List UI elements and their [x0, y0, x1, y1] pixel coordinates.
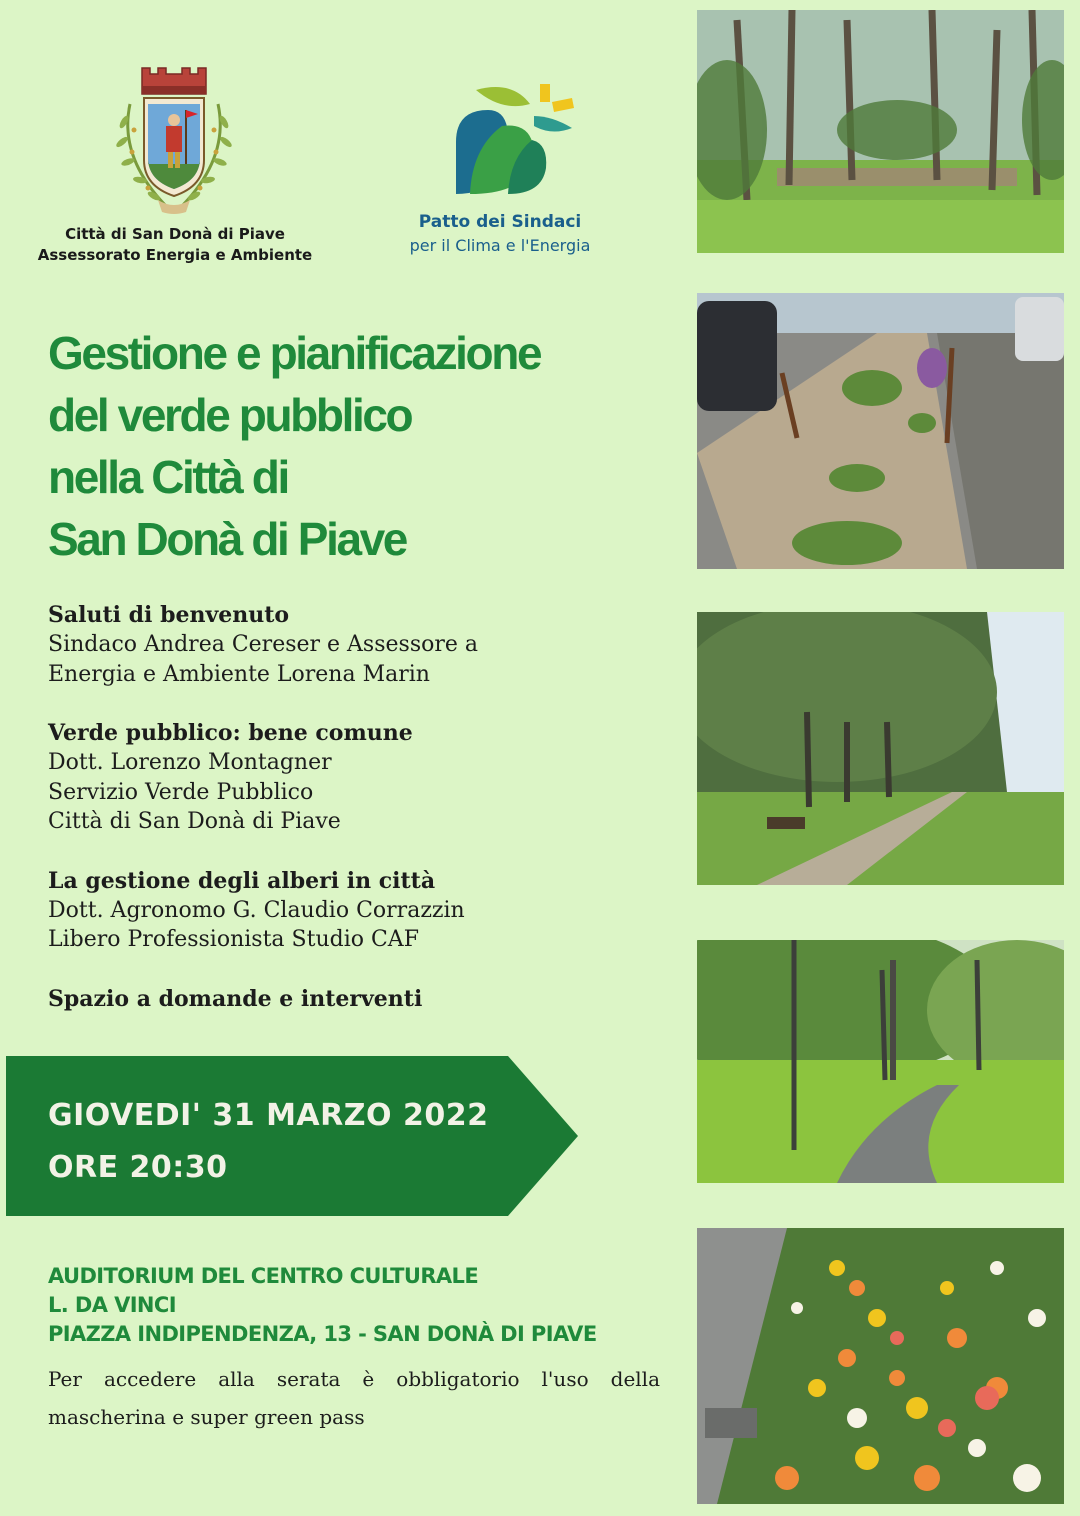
- agenda-item: [48, 600, 678, 689]
- agenda-speaker: Dott. Agronomo G. Claudio Corrazzin: [48, 897, 465, 923]
- patto-caption: [380, 210, 620, 258]
- agenda-item: [48, 718, 678, 837]
- street-flowerbed-photo: [697, 293, 1064, 569]
- agenda-speaker-role: Servizio Verde Pubblico: [48, 779, 314, 805]
- agenda-speaker-org: Città di San Donà di Piave: [48, 809, 341, 834]
- city-caption: [20, 224, 330, 266]
- venue-line-1: AUDITORIUM DEL CENTRO CULTURALE: [48, 1264, 479, 1288]
- agenda-speaker: Sindaco Andrea Cereser e Assessore a: [48, 632, 478, 657]
- event-time: ORE 20:30: [48, 1150, 228, 1185]
- venue: [48, 1262, 668, 1349]
- department-name: Assessorato Energia e Ambiente: [37, 246, 313, 264]
- patto-dei-sindaci-logo: [452, 82, 578, 198]
- agenda-item: [48, 866, 678, 955]
- title-line-1: Gestione e pianificazione: [48, 327, 541, 379]
- event-date: GIOVEDI' 31 MARZO 2022: [48, 1098, 489, 1133]
- agenda-item: [48, 984, 678, 1014]
- patto-name: Patto dei Sindaci: [418, 212, 582, 232]
- agenda-heading: La gestione degli alberi in città: [48, 867, 436, 894]
- park-path-photo: [697, 940, 1064, 1183]
- date-banner: [6, 1056, 578, 1216]
- poppy-flowerbed-photo: [697, 1228, 1064, 1504]
- agenda: [48, 600, 678, 1014]
- tree-lined-path-photo: [697, 612, 1064, 885]
- agenda-speaker-role: Libero Professionista Studio CAF: [48, 927, 419, 952]
- event-title: [48, 322, 668, 570]
- title-line-2: del verde pubblico: [48, 389, 412, 441]
- patto-subtitle: per il Clima e l'Energia: [409, 236, 591, 255]
- city-name: Città di San Donà di Piave: [65, 225, 285, 243]
- access-note: Per accedere alla serata è obbligatorio l'uso della mascherina e super green pass: [48, 1367, 660, 1429]
- agenda-heading: Spazio a domande e interventi: [48, 985, 423, 1012]
- venue-address: PIAZZA INDIPENDENZA, 13 - SAN DONÀ DI PIAVE: [48, 1322, 597, 1346]
- agenda-heading: Saluti di benvenuto: [48, 602, 290, 628]
- venue-line-2: L. DA VINCI: [48, 1293, 176, 1317]
- park-trees-photo: [697, 10, 1064, 253]
- agenda-heading: Verde pubblico: bene comune: [48, 720, 413, 746]
- city-coat-of-arms-logo: [108, 64, 240, 220]
- title-line-3: nella Città di: [48, 451, 288, 503]
- agenda-speaker: Energia e Ambiente Lorena Marin: [48, 661, 430, 687]
- title-line-4: San Donà di Piave: [48, 513, 406, 565]
- agenda-speaker: Dott. Lorenzo Montagner: [48, 750, 332, 775]
